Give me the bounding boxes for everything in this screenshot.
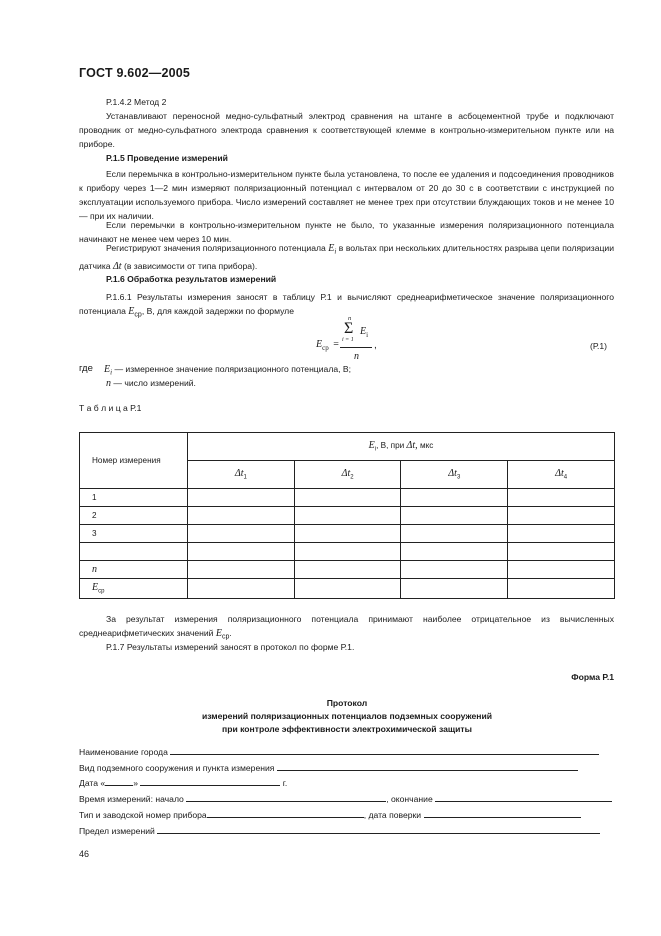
subscript-i: i — [374, 446, 377, 453]
text-fragment: (в зависимости от типа прибора). — [123, 260, 258, 271]
subscript-i: i — [110, 368, 113, 377]
table-cell-row-label: 1 — [80, 489, 188, 507]
text-fragment: — число измерений. — [113, 378, 196, 388]
field-line-limit[interactable] — [157, 824, 600, 834]
text-fragment: в вольтах при нескольких длительностях разрыва цепи поляризации датчика — [79, 243, 614, 271]
fraction-bar — [340, 347, 372, 348]
paragraph-method-2: Устанавливают переносной медно-сульфатный электрод сравнения на штанге в асбоцементной трубе и подключают проводник от медно-сульфатного электрода сравнения к соответствующей клемме в контрольно-измерительном пункте или на приборе. — [79, 111, 614, 149]
field-line-calibration[interactable] — [424, 808, 581, 818]
text-fragment: мкс — [419, 441, 434, 451]
table-header-dt2 — [294, 461, 401, 489]
form-row-city — [79, 745, 615, 758]
table-cell — [401, 561, 508, 579]
variable-e: E — [368, 440, 375, 452]
field-line-month-year[interactable] — [140, 776, 280, 786]
table-row — [80, 561, 615, 579]
formula-sub-sr: ср — [322, 344, 329, 352]
table-cell — [188, 525, 295, 543]
field-label-device: Тип и заводской номер прибора — [79, 810, 207, 820]
paragraph-processing — [79, 290, 614, 323]
text-fragment: , В, при — [376, 441, 405, 451]
table-cell — [508, 507, 615, 525]
variable-dt: Δt — [448, 468, 457, 480]
field-line-day[interactable] — [105, 776, 133, 786]
field-label-year: г. — [282, 778, 288, 788]
formula-var-e: E — [360, 326, 367, 337]
formula-denominator: n — [354, 351, 359, 362]
section-heading-p16: Р.1.6 Обработка результатов измерений — [106, 274, 277, 284]
table-cell — [401, 579, 508, 599]
variable-n: n — [92, 564, 97, 575]
form-label: Форма Р.1 — [571, 672, 614, 682]
text-fragment: — измеренное значение поляризационного потенциала, В; — [114, 364, 352, 374]
text-fragment: Р.1.6.1 Результаты измерения заносят в таблицу Р.1 и вычисляют среднеарифметическое значение поляризационного потенциала — [79, 292, 614, 316]
subscript-sr: ср — [134, 311, 142, 319]
table-cell — [294, 489, 401, 507]
table-cell-row-label: 2 — [80, 507, 188, 525]
formula-sum-bottom: i = 1 — [342, 337, 354, 343]
table-cell — [294, 561, 401, 579]
section-heading-p142: Р.1.4.2 Метод 2 — [106, 97, 167, 107]
field-line-object[interactable] — [277, 761, 578, 771]
field-line-device[interactable] — [207, 808, 364, 818]
text-fragment: . — [229, 628, 232, 638]
table-header-dt1 — [188, 461, 295, 489]
table-cell — [188, 489, 295, 507]
page-header-title: ГОСТ 9.602—2005 — [79, 66, 191, 80]
table-cell — [401, 525, 508, 543]
table-row — [80, 507, 615, 525]
table-row — [80, 543, 615, 561]
field-label-calibration: , дата поверки — [363, 810, 422, 820]
form-row-date — [79, 776, 615, 789]
protocol-title: Протокол — [326, 698, 368, 708]
table-cell — [294, 525, 401, 543]
formula-var-e: E — [316, 339, 323, 350]
field-line-time-start[interactable] — [186, 792, 386, 802]
table-cell — [188, 561, 295, 579]
field-label-city: Наименование города — [79, 747, 168, 757]
variable-dt: Δt — [234, 468, 244, 480]
table-cell-row-label — [80, 561, 188, 579]
table-cell-row-label — [80, 543, 188, 561]
paragraph-p17: Р.1.7 Результаты измерений заносят в протокол по форме Р.1. — [106, 642, 355, 652]
subscript: 2 — [350, 474, 354, 481]
subscript: 4 — [563, 474, 568, 481]
protocol-subtitle-1: измерений поляризационных потенциалов подземных сооружений — [201, 711, 493, 721]
table-cell — [188, 543, 295, 561]
table-header-group — [188, 433, 615, 461]
variable-e: E — [128, 306, 135, 317]
table-cell-row-label: 3 — [80, 525, 188, 543]
field-line-city[interactable] — [170, 745, 599, 755]
table-row — [80, 489, 615, 507]
variable-e: E — [328, 243, 335, 254]
section-heading-p15: Р.1.5 Проведение измерений — [106, 153, 228, 163]
variable-n: n — [106, 378, 111, 389]
variable-e: E — [104, 364, 111, 375]
table-cell — [508, 489, 615, 507]
field-label-object: Вид подземного сооружения и пункта измерения — [79, 763, 275, 773]
table-cell — [401, 489, 508, 507]
table-cell — [188, 579, 295, 599]
table-cell — [294, 507, 401, 525]
subscript: 3 — [456, 474, 461, 481]
variable-dt: Δt — [112, 260, 122, 272]
subscript-i: i — [334, 247, 337, 256]
variable-e: E — [92, 582, 99, 594]
formula-sub-i: i — [366, 331, 369, 339]
text-fragment: , В, для каждой задержки по формуле — [141, 306, 294, 316]
table-cell — [401, 543, 508, 561]
field-label-time-start: Время измерений: начало — [79, 794, 184, 804]
variable-dt: Δt — [341, 468, 351, 480]
table-cell — [508, 525, 615, 543]
form-row-object — [79, 761, 615, 774]
formula-equals: = — [333, 339, 339, 350]
table-header-dt3 — [401, 461, 508, 489]
table-cell — [188, 507, 295, 525]
subscript-sr: ср — [98, 588, 105, 595]
paragraph-measurement-1: Если перемычка в контрольно-измерительном пункте была установлена, то после ее удаления и подсоединения проводников к прибору через 1—2 мин измеряют поляризационный потенциал с интервалом от 20 до 30 с в соответствии с инструкцией по эксплуатации используемого прибора. Число измерений составляет не менее трех при отсутствии блуждающих токов и не менее 10 — при их наличии. — [79, 169, 614, 221]
form-row-limit — [79, 824, 615, 837]
variable-dt: Δt — [555, 468, 564, 480]
table-cell — [508, 579, 615, 599]
table-cell — [294, 543, 401, 561]
table-header-dt4 — [508, 461, 615, 489]
formula-sum-top: n — [348, 315, 352, 322]
field-line-time-end[interactable] — [435, 792, 612, 802]
where-line-2 — [106, 376, 196, 391]
results-table — [79, 432, 615, 599]
formula-number: (Р.1) — [590, 341, 607, 351]
protocol-subtitle-2: при контроле эффективности электрохимической защиты — [222, 724, 472, 734]
field-label-time-end: , окончание — [386, 794, 433, 804]
formula-lhs — [316, 339, 339, 352]
text-fragment: Регистрируют значения поляризационного потенциала — [106, 243, 326, 253]
table-row — [80, 579, 615, 599]
field-label-date: Дата « — [79, 778, 106, 788]
variable-e: E — [215, 628, 222, 639]
formula-summand — [360, 326, 368, 339]
formula-comma: , — [374, 340, 377, 351]
table-row — [80, 525, 615, 543]
table-cell — [508, 561, 615, 579]
form-row-time — [79, 792, 615, 805]
text-fragment: За результат измерения поляризационного потенциала принимают наиболее отрицательное из вычисленных среднеарифметических значений — [79, 614, 614, 638]
paragraph-measurement-2: Если перемычки в контрольно-измерительном пункте не было, то указанные измерения поляризационного потенциала начинают не менее чем через 10 мин. — [79, 220, 614, 244]
where-label: где — [79, 363, 93, 374]
table-caption: Т а б л и ц а Р.1 — [79, 403, 142, 413]
field-label-limit: Предел измерений — [79, 826, 155, 836]
paragraph-measurement-3 — [79, 241, 614, 274]
form-row-device — [79, 808, 615, 821]
table-cell — [294, 579, 401, 599]
page-number: 46 — [79, 849, 90, 859]
variable-dt: Δt, — [406, 440, 418, 452]
field-label-date-close: » — [133, 778, 138, 788]
formula-sigma: Σ — [344, 320, 354, 337]
table-cell — [508, 543, 615, 561]
subscript-sr: ср — [221, 633, 230, 641]
table-header-number: Номер измерения — [80, 433, 188, 489]
table-cell — [401, 507, 508, 525]
table-cell-row-label — [80, 579, 188, 599]
subscript: 1 — [243, 474, 247, 481]
